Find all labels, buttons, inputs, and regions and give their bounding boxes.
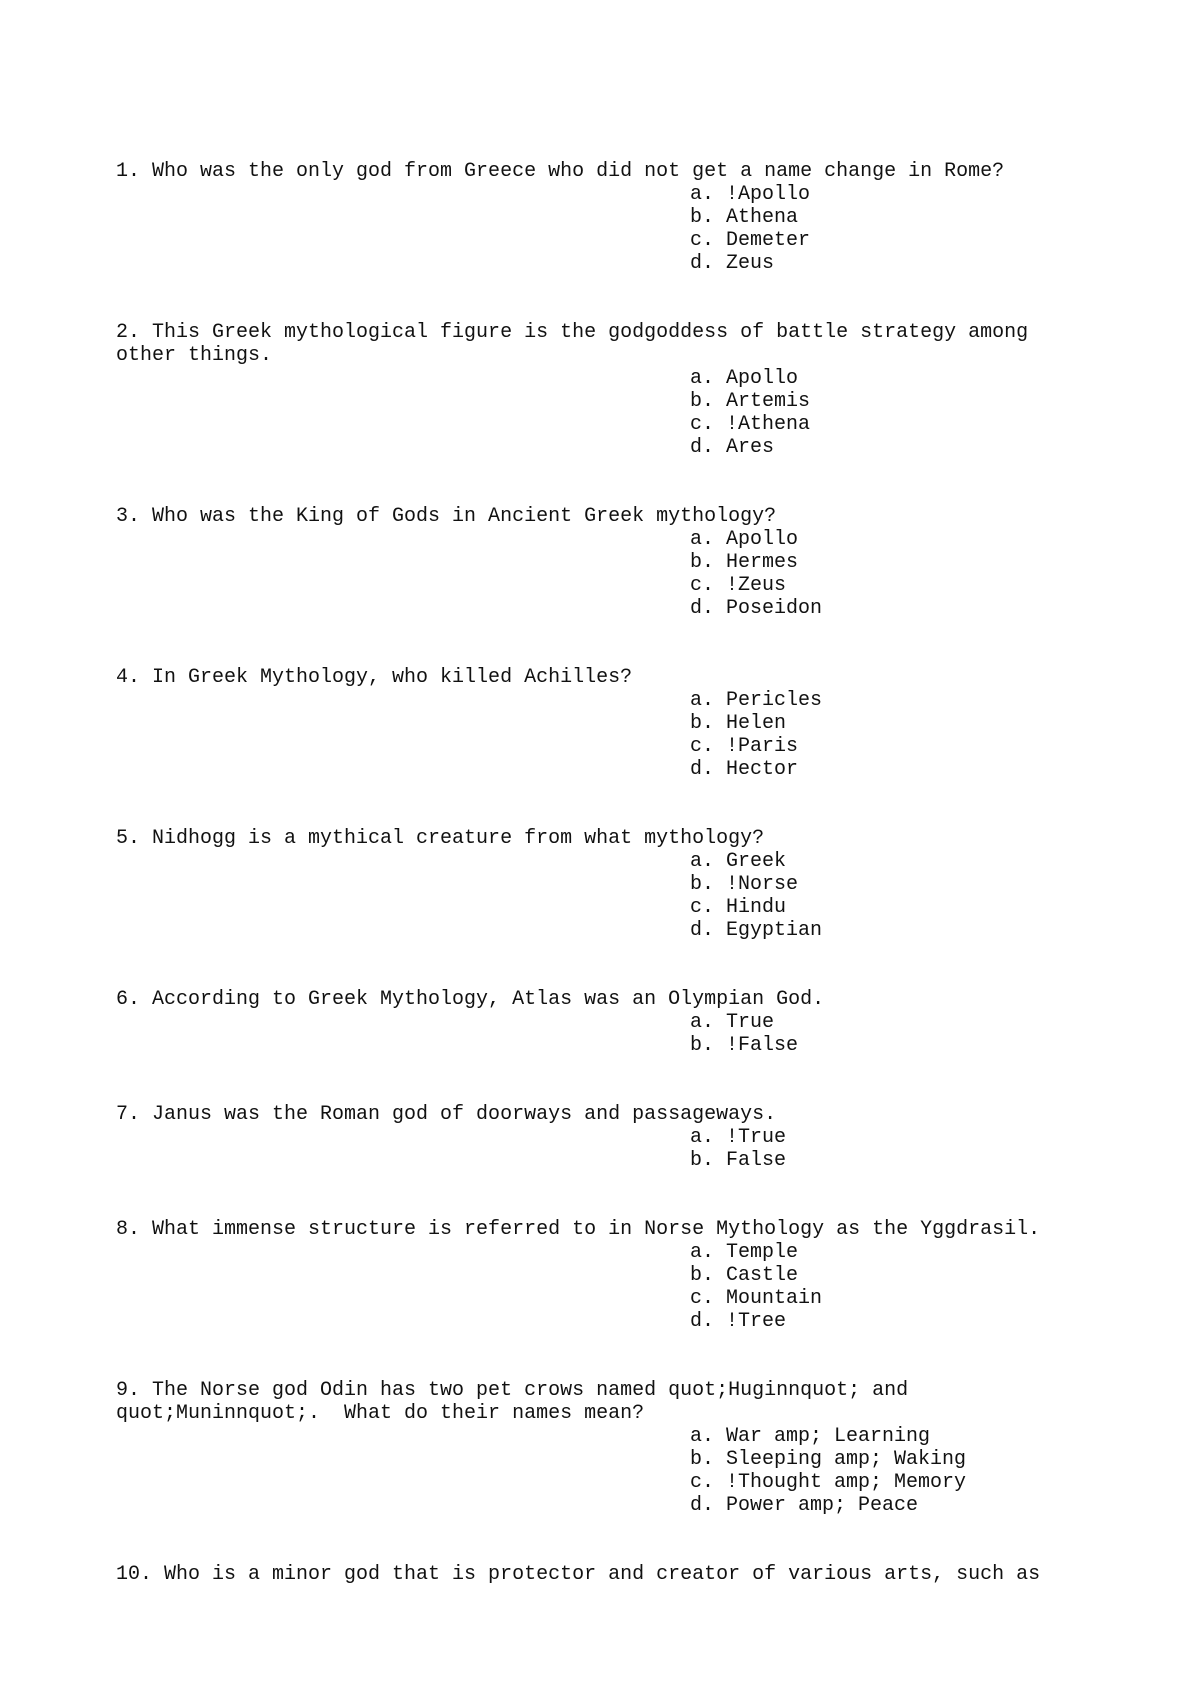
question-5 <box>116 827 1116 942</box>
answer-options <box>116 1425 1116 1517</box>
answer-option: c. !Athena <box>690 413 811 436</box>
question-8 <box>116 1218 1116 1333</box>
answer-option: a. Pericles <box>690 689 823 712</box>
answer-options <box>116 1126 1116 1172</box>
answer-option: a. Temple <box>690 1241 799 1264</box>
question-10 <box>116 1563 1116 1586</box>
question-text: 9. The Norse god Odin has two pet crows named quot;Huginnquot; and quot;Muninnquot;. What do their names mean? <box>116 1379 909 1425</box>
answer-option: d. Poseidon <box>690 597 823 620</box>
question-text: 10. Who is a minor god that is protector and creator of various arts, such as <box>116 1563 1041 1586</box>
answer-option: a. !Apollo <box>690 183 811 206</box>
answer-option: a. War amp; Learning <box>690 1425 931 1448</box>
question-2 <box>116 321 1116 459</box>
answer-option: b. Artemis <box>690 390 811 413</box>
question-4 <box>116 666 1116 781</box>
answer-option: a. Apollo <box>690 528 799 551</box>
answer-option: c. !Paris <box>690 735 799 758</box>
answer-option: c. Hindu <box>690 896 787 919</box>
answer-options <box>116 1011 1116 1057</box>
answer-option: b. !Norse <box>690 873 799 896</box>
answer-option: a. !True <box>690 1126 787 1149</box>
answer-option: a. Apollo <box>690 367 799 390</box>
answer-option: d. Ares <box>690 436 775 459</box>
question-text: 5. Nidhogg is a mythical creature from what mythology? <box>116 827 765 850</box>
answer-option: c. !Zeus <box>690 574 787 597</box>
question-1 <box>116 160 1116 275</box>
answer-option: b. !False <box>690 1034 799 1057</box>
question-text: 6. According to Greek Mythology, Atlas was an Olympian God. <box>116 988 825 1011</box>
question-text: 7. Janus was the Roman god of doorways and passageways. <box>116 1103 777 1126</box>
answer-option: a. True <box>690 1011 775 1034</box>
question-7 <box>116 1103 1116 1172</box>
answer-options <box>116 1241 1116 1333</box>
question-text: 3. Who was the King of Gods in Ancient Greek mythology? <box>116 505 777 528</box>
question-9 <box>116 1379 1116 1517</box>
answer-option: d. Power amp; Peace <box>690 1494 919 1517</box>
answer-option: b. False <box>690 1149 787 1172</box>
answer-option: c. Mountain <box>690 1287 823 1310</box>
answer-options <box>116 850 1116 942</box>
answer-option: b. Athena <box>690 206 799 229</box>
answer-options <box>116 367 1116 459</box>
answer-option: b. Sleeping amp; Waking <box>690 1448 967 1471</box>
answer-option: b. Castle <box>690 1264 799 1287</box>
answer-option: d. Egyptian <box>690 919 823 942</box>
answer-options <box>116 183 1116 275</box>
question-text: 2. This Greek mythological figure is the godgoddess of battle strategy among other things. <box>116 321 1029 367</box>
answer-option: b. Helen <box>690 712 787 735</box>
answer-options <box>116 528 1116 620</box>
answer-option: c. !Thought amp; Memory <box>690 1471 967 1494</box>
question-3 <box>116 505 1116 620</box>
answer-option: c. Demeter <box>690 229 811 252</box>
question-text: 4. In Greek Mythology, who killed Achilles? <box>116 666 633 689</box>
answer-options <box>116 689 1116 781</box>
answer-option: d. Hector <box>690 758 799 781</box>
answer-option: a. Greek <box>690 850 787 873</box>
question-text: 8. What immense structure is referred to in Norse Mythology as the Yggdrasil. <box>116 1218 1041 1241</box>
answer-option: b. Hermes <box>690 551 799 574</box>
question-text: 1. Who was the only god from Greece who did not get a name change in Rome? <box>116 160 1005 183</box>
answer-option: d. Zeus <box>690 252 775 275</box>
question-6 <box>116 988 1116 1057</box>
answer-option: d. !Tree <box>690 1310 787 1333</box>
